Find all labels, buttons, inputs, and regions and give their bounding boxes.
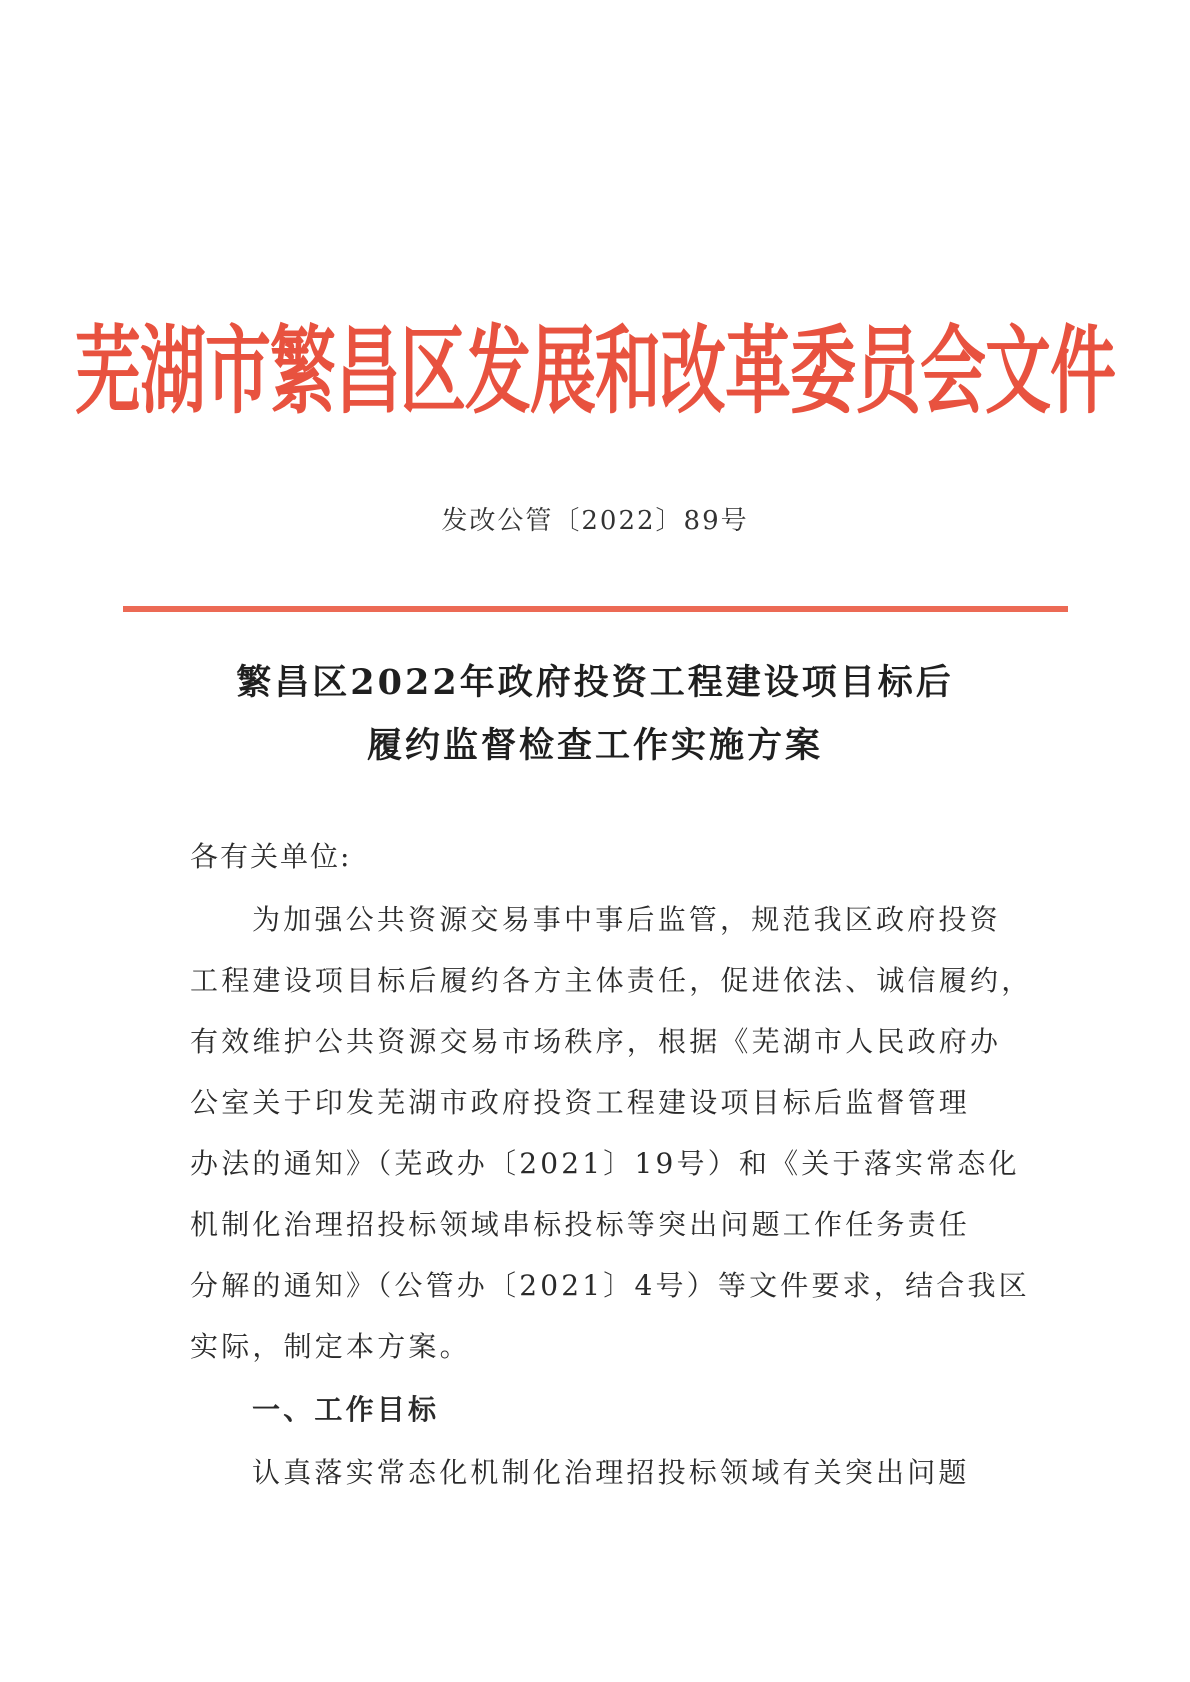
body-line: 公室关于印发芜湖市政府投资工程建设项目标后监督管理 [190,1086,971,1119]
salutation: 各有关单位: [190,840,352,873]
body-line: 机制化治理招投标领域串标投标等突出问题工作任务责任 [190,1208,971,1241]
document-header-title: 芜湖市繁昌区发展和改革委员会文件 [75,313,1115,427]
body-line: 有效维护公共资源交易市场秩序，根据《芜湖市人民政府办 [190,1025,1002,1058]
body-line: 工程建设项目标后履约各方主体责任，促进依法、诚信履约， [190,964,1033,997]
document-number: 发改公管〔2022〕89号 [441,506,749,536]
body-line: 为加强公共资源交易事中事后监管，规范我区政府投资 [252,903,1001,936]
body-line: 办法的通知》（芜政办〔2021〕19号）和《关于落实常态化 [190,1147,1020,1180]
body-line: 实际，制定本方案。 [190,1330,471,1363]
red-divider-rule [123,606,1068,612]
section-heading: 一、工作目标 [252,1393,440,1426]
body-line: 分解的通知》（公管办〔2021〕4号）等文件要求，结合我区 [190,1269,1030,1302]
document-title-line-2: 履约监督检查工作实施方案 [366,725,823,766]
document-title-line-1: 繁昌区2022年政府投资工程建设项目标后 [236,662,954,703]
body-line: 认真落实常态化机制化治理招投标领域有关突出问题 [252,1456,970,1489]
